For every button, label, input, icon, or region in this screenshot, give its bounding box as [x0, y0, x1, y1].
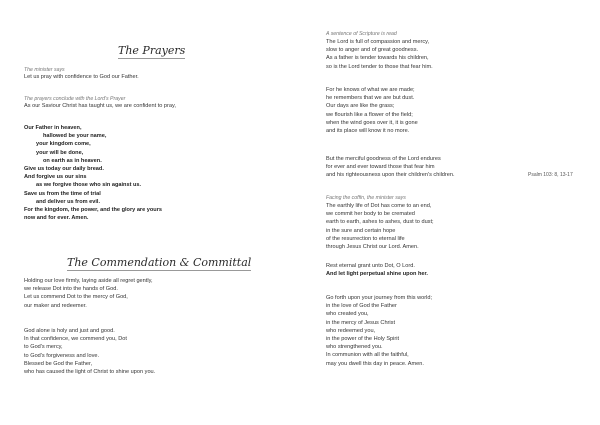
text-line: In communion with all the faithful, [326, 352, 409, 359]
committal-para [326, 202, 434, 251]
text-line: to God's mercy, [24, 344, 63, 351]
prayer-line: Give us today our daily bread. [24, 166, 104, 173]
text-line: As a father is tender towards his children, [326, 55, 429, 62]
lords-prayer-rubric: The prayers conclude with the Lord's Prayer [24, 96, 126, 102]
text-line: slow to anger and of great goodness. [326, 47, 419, 54]
prayer-line: your will be done, [36, 149, 84, 156]
text-line: earth to earth, ashes to ashes, dust to dust; [326, 219, 434, 226]
text-line: in the mercy of Jesus Christ [326, 319, 396, 326]
text-line: may you dwell this day in peace. Amen. [326, 360, 424, 367]
text-line: to God's forgiveness and love. [24, 352, 100, 359]
text-line: so is the Lord tender to those that fear him. [326, 63, 433, 70]
text-line: Let us commend Dot to the mercy of God, [24, 294, 128, 301]
text-line: of the resurrection to eternal life [326, 235, 405, 242]
prayers-heading-text: The Prayers [118, 44, 186, 57]
text-line: For he knows of what we are made; [326, 87, 415, 93]
prayers-rubric: The minister says [24, 67, 65, 73]
prayer-line: And forgive us our sins [24, 174, 87, 181]
text-line: when the wind goes over it, it is gone [326, 119, 418, 126]
prayer-line: hallowed be your name, [43, 133, 107, 140]
committal-rubric: Facing the coffin, the minister says [326, 195, 406, 201]
heading-underline [67, 270, 251, 271]
prayer-line: Our Father in heaven, [24, 125, 82, 131]
text-line: who strengthened you. [326, 344, 383, 351]
text-line: The Lord is full of compassion and mercy, [326, 39, 430, 45]
text-line: we commit her body to be cremated [326, 211, 415, 218]
commendation-heading [67, 256, 251, 271]
psalm-citation: Psalm 103: 8, 13-17 [528, 172, 573, 178]
scripture-rubric: A sentence of Scripture is read [326, 31, 397, 37]
prayer-line: your kingdom come, [36, 141, 91, 148]
prayer-line: on earth as in heaven. [43, 157, 102, 164]
text-line: our maker and redeemer. [24, 302, 87, 309]
lords-prayer [24, 124, 162, 222]
blessing-para [326, 294, 432, 368]
text-line: In that confidence, we commend you, Dot [24, 336, 127, 343]
prayer-line: as we forgive those who sin against us. [36, 182, 142, 189]
lords-prayer-intro: As our Saviour Christ has taught us, we are confident to pray, [24, 103, 176, 109]
text-line: we flourish like a flower of the field; [326, 111, 413, 118]
commendation-heading-text: The Commendation & Committal [67, 256, 252, 269]
text-line: and its place will know it no more. [326, 128, 410, 135]
text-line: Rest eternal grant unto Dot, O Lord. [326, 263, 415, 269]
text-line: he remembers that we are but dust. [326, 95, 415, 102]
text-line: God alone is holy and just and good. [24, 328, 115, 334]
text-line: But the merciful goodness of the Lord endures [326, 156, 441, 162]
text-line: Our days are like the grass; [326, 103, 395, 110]
psalm-para-3 [326, 155, 455, 180]
prayer-line: now and for ever. Amen. [24, 215, 89, 222]
text-line: Blessed be God the Father, [24, 360, 93, 367]
text-line: in the love of God the Father [326, 303, 397, 310]
prayer-line: Save us from the time of trial [24, 190, 101, 197]
prayers-heading [118, 44, 185, 59]
text-line: in the power of the Holy Spirit [326, 336, 400, 343]
psalm-para-1 [326, 38, 433, 71]
text-line: who created you, [326, 311, 369, 318]
prayer-line: For the kingdom, the power, and the glory are yours [24, 207, 162, 214]
text-line: for ever and ever toward those that fear him [326, 164, 435, 171]
text-line: we release Dot into the hands of God. [24, 286, 118, 293]
rest-eternal [326, 262, 428, 278]
right-page [300, 0, 600, 425]
psalm-para-2 [326, 86, 418, 135]
text-line: and his righteousness upon their children's children. [326, 172, 455, 179]
text-line: who has caused the light of Christ to shine upon you. [24, 369, 156, 376]
response-line: And let light perpetual shine upon her. [326, 271, 428, 278]
invitation-text: Let us pray with confidence to God our Father. [24, 74, 139, 80]
prayer-line: and deliver us from evil. [36, 198, 101, 205]
text-line: The earthly life of Dot has come to an end, [326, 203, 432, 209]
text-line: Holding our love firmly, laying aside all regret gently, [24, 278, 153, 284]
text-line: who redeemed you, [326, 327, 376, 334]
text-line: through Jesus Christ our Lord. Amen. [326, 244, 419, 251]
commendation-para-2 [24, 327, 155, 376]
text-line: Go forth upon your journey from this world; [326, 295, 433, 301]
heading-underline [118, 58, 185, 59]
text-line: in the sure and certain hope [326, 227, 396, 234]
commendation-para-1 [24, 277, 153, 310]
